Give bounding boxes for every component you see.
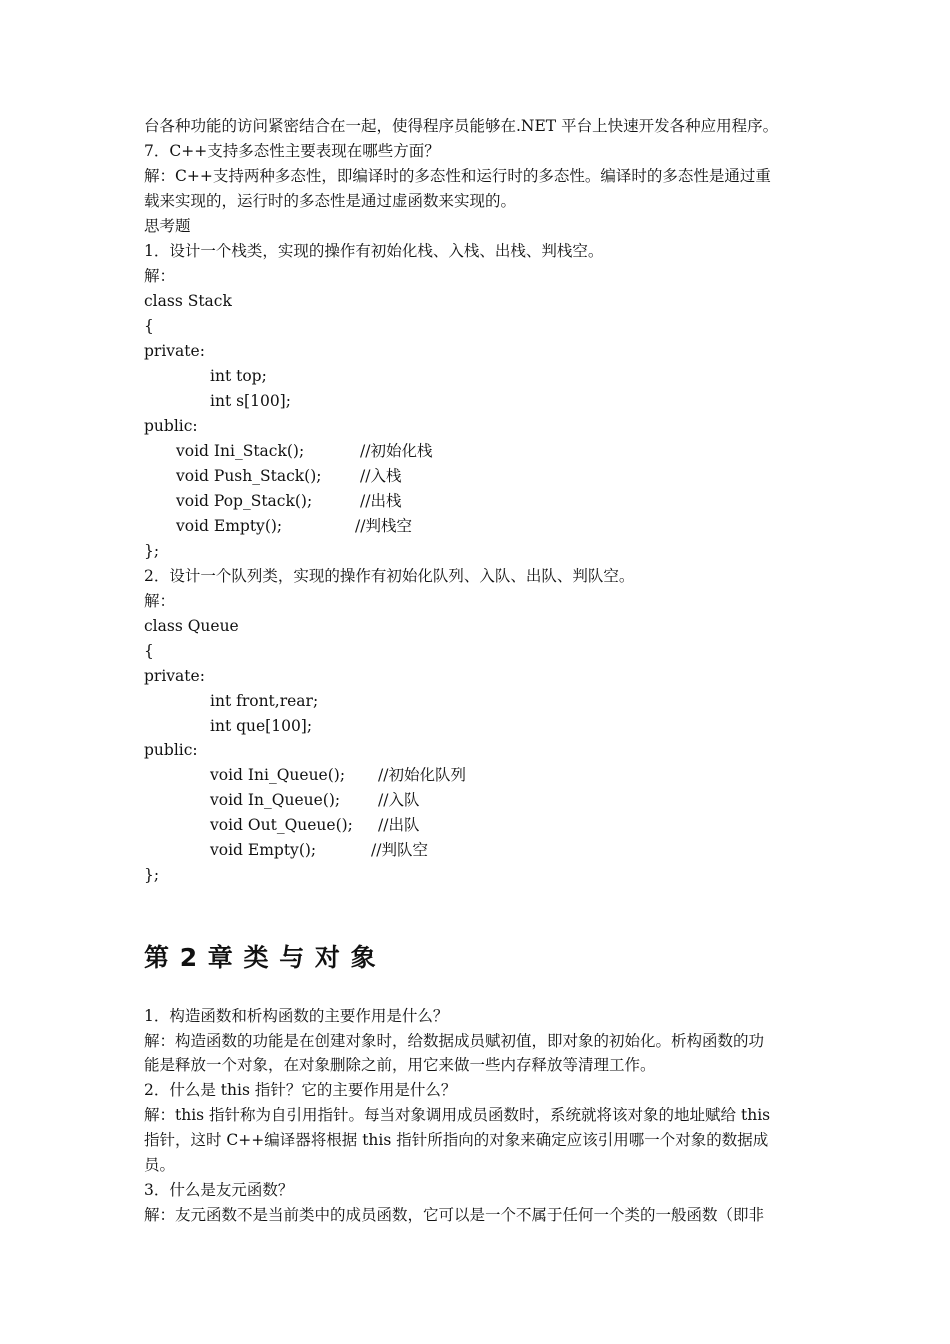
answer-text: 解：C++支持两种多态性，即编译时的多态性和运行时的多态性。编译时的多态性是通过重 [144,167,771,185]
answer-text: 解：友元函数不是当前类中的成员函数，它可以是一个不属于任何一个类的一般函数（即非 [144,1206,765,1224]
code-comment: //入栈 [360,467,402,485]
question-2: 2．什么是 this 指针？它的主要作用是什么？ [144,1081,457,1099]
code-line: private: [144,342,205,360]
code-line: void Empty(); [176,517,283,535]
code-line: int s[100]; [210,392,291,410]
code-line: void Pop_Stack(); [176,492,313,510]
code-line: }; [144,866,160,884]
text-line: 台各种功能的访问紧密结合在一起，使得程序员能够在.NET 平台上快速开发各种应用程序。 [144,117,779,135]
code-line: int que[100]; [210,717,313,735]
question-7: 7．C++支持多态性主要表现在哪些方面？ [144,142,440,160]
answer-label: 解： [144,592,176,610]
code-line: class Stack [144,292,232,310]
code-comment: //判栈空 [355,517,412,535]
code-comment: //初始化栈 [360,442,433,460]
code-comment: //出栈 [360,492,402,510]
code-line: void Ini_Queue(); [210,766,346,784]
answer-text: 解：构造函数的功能是在创建对象时，给数据成员赋初值，即对象的初始化。析构函数的功 [144,1032,765,1050]
chapter-heading: 第 2 章 类 与 对 象 [144,943,377,972]
code-line: public: [144,741,198,759]
code-line: void Out_Queue(); [210,816,353,834]
section-heading-thinking: 思考题 [144,217,191,235]
code-comment: //初始化队列 [378,766,466,784]
answer-label: 解： [144,267,176,285]
code-line: void In_Queue(); [210,791,341,809]
code-line: private: [144,667,205,685]
code-line: int front,rear; [210,692,319,710]
code-comment: //判队空 [371,841,428,859]
code-line: { [144,317,154,335]
code-line: void Push_Stack(); [176,467,322,485]
exercise-1: 1．设计一个栈类，实现的操作有初始化栈、入栈、出栈、判栈空。 [144,242,604,260]
code-line: void Ini_Stack(); [176,442,305,460]
question-3: 3．什么是友元函数？ [144,1181,294,1199]
exercise-2: 2．设计一个队列类，实现的操作有初始化队列、入队、出队、判队空。 [144,567,635,585]
code-comment: //出队 [378,816,420,834]
answer-text: 载来实现的，运行时的多态性是通过虚函数来实现的。 [144,192,517,210]
code-line: int top; [210,367,267,385]
code-line: public: [144,417,198,435]
code-comment: //入队 [378,791,420,809]
answer-text: 指针，这时 C++编译器将根据 this 指针所指向的对象来确定应该引用哪一个对象的数据成 [144,1131,769,1149]
code-line: }; [144,542,160,560]
answer-text: 能是释放一个对象，在对象删除之前，用它来做一些内存释放等清理工作。 [144,1056,656,1074]
answer-text: 员。 [144,1156,176,1174]
answer-text: 解：this 指针称为自引用指针。每当对象调用成员函数时，系统就将该对象的地址赋给 this [144,1106,771,1124]
code-line: { [144,642,154,660]
code-line: void Empty(); [210,841,317,859]
code-line: class Queue [144,617,239,635]
question-1: 1．构造函数和析构函数的主要作用是什么？ [144,1007,449,1025]
